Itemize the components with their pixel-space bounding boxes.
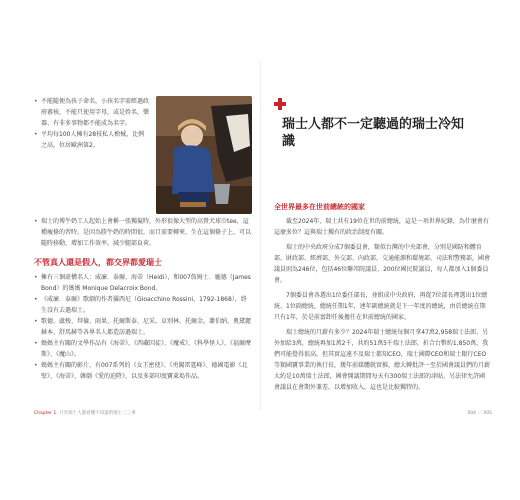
bullet-list-continued	[34, 216, 252, 249]
left-page	[22, 60, 260, 416]
list-item: • 平均每100人擁有28枝私人槍械，比例之高，位居歐洲第2。	[34, 129, 150, 151]
farmer-cow-photo	[156, 96, 252, 214]
list-item: • 媽媽主有關的影片，有007系列的《女王密使》、《勇闖雷霆峰》、德國電影《北壁》、《海蒂》、韓劇《愛的迫降》，以及多部印度寶萊塢作品。	[34, 360, 252, 382]
chapter-title: 瑞士人都不一定聽過的瑞士冷知識	[282, 117, 465, 149]
list-item: • 瑞士的博牛奶工人起始上會稱一張獨髮時，外形很像大型的高貴犬球巾tee，這種瘦條的習時，是因為勝牛奶的時間很，而且需要轉來，生在這個條子上，可以隨時移動，增加工作效率，減少腿部負荷。	[34, 216, 252, 249]
paragraph: 瑞士總統的月薪有多少？2024年瑞士總統每個月拿47萬2,958瑞士法郎，另外加給3萬，總統再加1萬2千，共約51萬5千瑞士法郎，折合台幣約1,850萬，我們可能覺得很高，但其實這遠不及瑞士都知CEO，瑞士國際CEO和瑞士銀行CEO等類國寶事業的執行長，幾年前媒體就實推，總大轉批評一至於國會議員們的月薪大約是10萬瑞士法郎，國會開議期間每天有300瑞士法郎的津貼，另法律允許國會議員在會期外兼差，以增加收入，這也是比較獨特的。	[274, 329, 491, 391]
page-number: 004 ／ 005	[467, 411, 492, 416]
paragraph: 7個委員會各選出1位委任部長，並組成中央政府，再從7位部長裡選出1位總統、1位副總統，總統任期1年，連年副總統就是下一年度的總統，由於總統在期只有1年，於是前富卸任後擔任在世前總統的國家。	[274, 292, 488, 321]
list-item: • 擁有三個虛構名人：威廉．泰爾、海蒂（Heidi），和007詹姆士．龐德（James Bond）的媽媽 Monique Delacroix Bond。	[34, 272, 252, 294]
bullet-list	[34, 272, 252, 382]
right-page	[260, 60, 498, 416]
top-section	[34, 96, 252, 214]
swiss-cross-icon	[274, 98, 286, 110]
subheading: 全世界最多在世前總統的國家	[274, 203, 365, 211]
footer-chapter: Chapter 1.	[34, 411, 58, 416]
book-spread	[22, 60, 498, 416]
body-text	[274, 216, 490, 397]
list-item: • 媽媽主有關的文學作品有《海蒂》、《西藏囚徒》、《魔戒》、《科學怪人》、《福爾摩斯》、《魔山》。	[34, 338, 252, 360]
list-item: • 《威廉．泰爾》歌劇的作者羅西尼（Gioacchino Rossini，1792-1868），終生沒有去過瑞士。	[34, 294, 252, 316]
top-bullet-list	[34, 96, 150, 214]
paragraph: 瑞士的中央政府分成7個委員會，類似台灣的中央部會，分別是國防和體育部、財政部、經濟部、外交部、內政部、交通能源和環境部、司法和警務部，國會議員則為246位，包括46位聯邦院議員、200位國民院議員，每人都加入1個委員會。	[274, 244, 491, 284]
footer-left	[34, 410, 136, 416]
paragraph: 截至2024年，瑞士共有19位在世的前總統，這是一項世界紀錄，為什麼會有這麼多位？這與瑞士獨有的政治制度有關。	[274, 218, 489, 236]
list-item: • 歌德、盧梭、拜倫、雨果、托爾斯泰、尼采、卓別林、托爾金，蕭伯納、奧黛麗赫本、舒馬赫等各界名人都造訪過瑞士。	[34, 316, 252, 338]
footer-text: 只有瑞士人都看懂不知道的瑞士二三事	[59, 411, 136, 416]
section-heading: 不管真人還是假人，都交界都愛瑞士	[34, 258, 162, 267]
list-item: • 不能隨便為孩子命名，小孩名字需經過政府審核，不能只使用字母，或是姓名、樂器、有非多事物都不能成為名字。	[34, 96, 150, 129]
